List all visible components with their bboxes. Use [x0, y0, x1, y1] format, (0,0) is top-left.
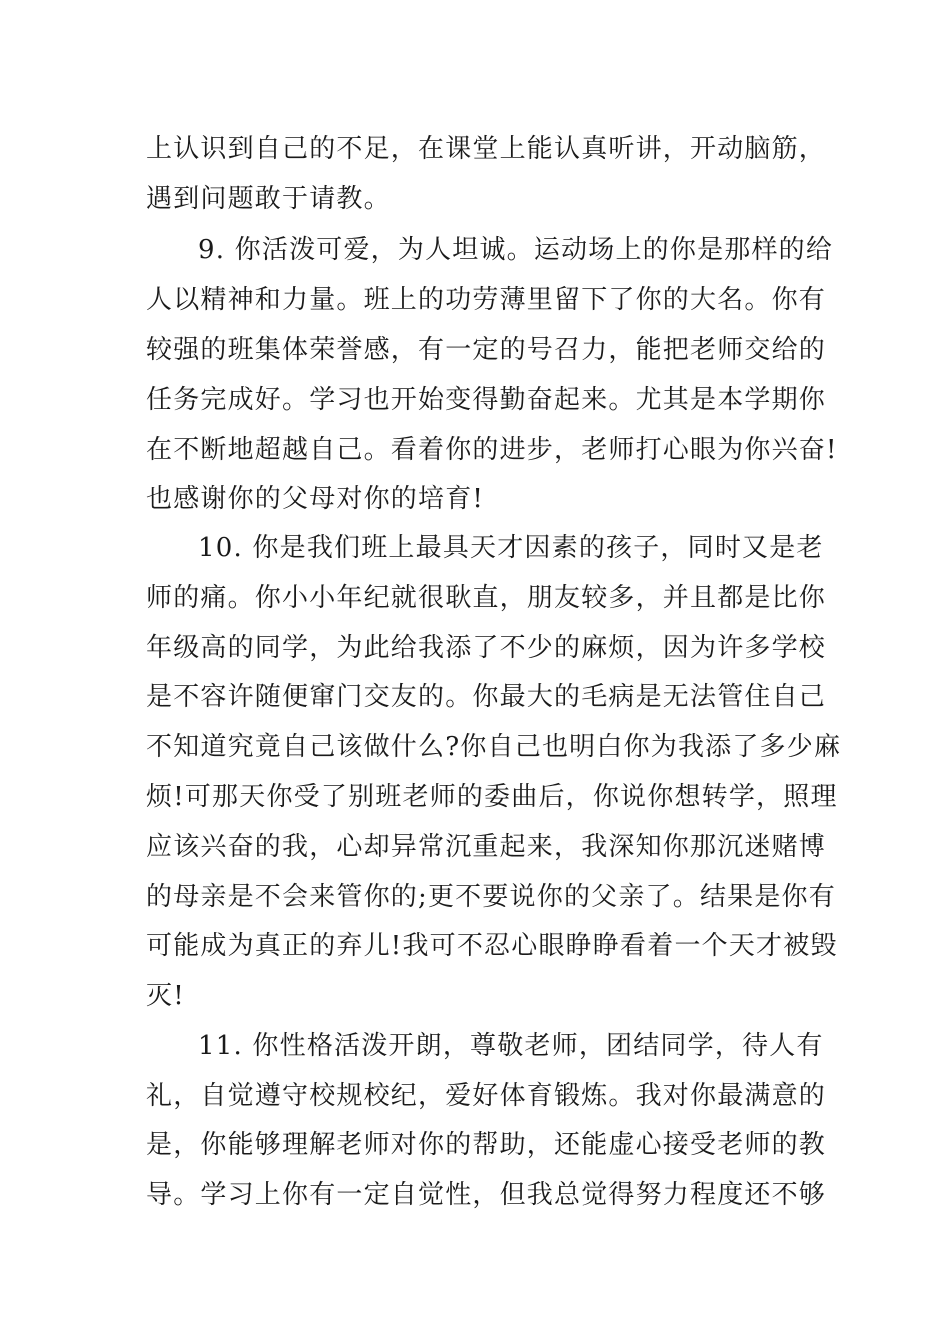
- text-line: 烦!可那天你受了别班老师的委曲后，你说你想转学，照理: [146, 782, 838, 812]
- text-line: 在不断地超越自己。看着你的进步，老师打心眼为你兴奋!: [146, 435, 838, 465]
- paragraph-9-start: 9. 你活泼可爱，为人坦诚。运动场上的你是那样的给: [198, 235, 834, 265]
- text-line: 师的痛。你小小年纪就很耿直，朋友较多，并且都是比你: [146, 583, 827, 613]
- text-line: 上认识到自己的不足，在课堂上能认真听讲，开动脑筋，: [146, 134, 827, 164]
- text-line: 可能成为真正的弃儿!我可不忍心眼睁睁看着一个天才被毁: [146, 931, 838, 961]
- text-line: 是，你能够理解老师对你的帮助，还能虚心接受老师的教: [146, 1130, 827, 1160]
- text-line: 遇到问题敢于请教。: [146, 184, 391, 214]
- text-line: 较强的班集体荣誉感，有一定的号召力，能把老师交给的: [146, 335, 827, 365]
- text-line: 礼，自觉遵守校规校纪，爱好体育锻炼。我对你最满意的: [146, 1081, 827, 1111]
- text-line: 导。学习上你有一定自觉性，但我总觉得努力程度还不够: [146, 1180, 827, 1210]
- text-line: 是不容许随便窜门交友的。你最大的毛病是无法管住自己: [146, 682, 827, 712]
- text-line: 灭!: [146, 981, 185, 1011]
- text-line: 也感谢你的父母对你的培育!: [146, 484, 485, 514]
- text-line: 应该兴奋的我，心却异常沉重起来，我深知你那沉迷赌博: [146, 832, 827, 862]
- text-line: 任务完成好。学习也开始变得勤奋起来。尤其是本学期你: [146, 385, 827, 415]
- text-line: 人以精神和力量。班上的功劳薄里留下了你的大名。你有: [146, 285, 827, 315]
- text-line: 不知道究竟自己该做什么?你自己也明白你为我添了多少麻: [146, 732, 842, 762]
- text-line: 年级高的同学，为此给我添了不少的麻烦，因为许多学校: [146, 633, 827, 663]
- text-line: 的母亲是不会来管你的;更不要说你的父亲了。结果是你有: [146, 882, 836, 912]
- paragraph-10-start: 10. 你是我们班上最具天才因素的孩子，同时又是老: [198, 533, 824, 563]
- paragraph-11-start: 11. 你性格活泼开朗，尊敬老师，团结同学，待人有: [198, 1031, 824, 1061]
